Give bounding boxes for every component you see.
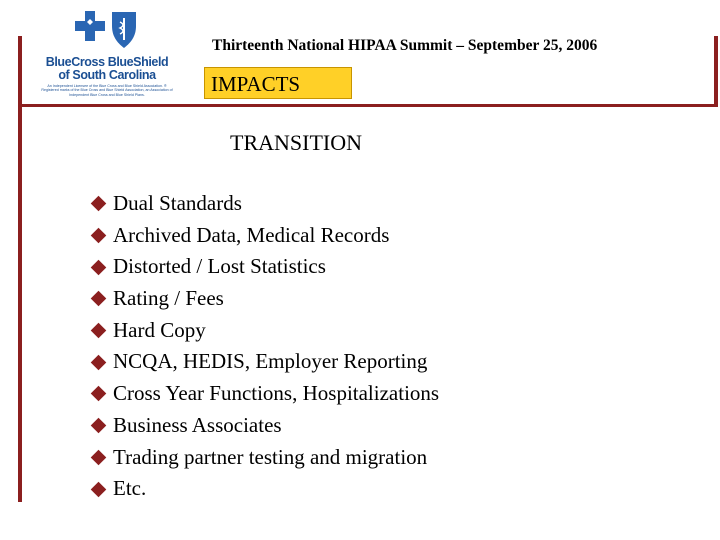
header-divider — [18, 104, 718, 107]
list-item — [90, 378, 439, 410]
list-item — [90, 251, 439, 283]
list-item-text: Hard Copy — [113, 317, 206, 342]
list-item — [90, 315, 439, 347]
list-item-text: Distorted / Lost Statistics — [113, 254, 326, 279]
list-item — [90, 283, 439, 315]
list-item — [90, 442, 439, 474]
list-item-text: Archived Data, Medical Records — [113, 222, 390, 247]
list-item-text: Etc. — [113, 476, 147, 501]
diamond-bullet-icon — [91, 228, 107, 244]
list-item — [90, 410, 439, 442]
list-item-text: Dual Standards — [113, 191, 242, 215]
list-item-text: Cross Year Functions, Hospitalizations — [113, 381, 440, 406]
page-title: Thirteenth National HIPAA Summit – September 25, 2006 — [212, 37, 598, 54]
section-heading: TRANSITION — [230, 130, 362, 155]
diamond-bullet-icon — [91, 323, 107, 339]
diamond-bullet-icon — [91, 386, 107, 402]
diamond-bullet-icon — [91, 196, 107, 212]
logo-fine-print: An Independent Licensee of the Blue Cross and Blue Shield Association. ® Registered marks of the Blue Cross and Blue Shield Association, an Association of Independent Blue Cross and Blue Shield Plans. — [41, 84, 173, 97]
diamond-bullet-icon — [91, 481, 107, 497]
logo-line-1: BlueCross BlueShield — [45, 55, 169, 69]
diamond-bullet-icon — [91, 450, 107, 466]
list-item-text: Trading partner testing and migration — [113, 444, 428, 469]
diamond-bullet-icon — [91, 355, 107, 371]
impacts-label: IMPACTS — [204, 67, 352, 99]
bcbs-logo — [40, 10, 174, 98]
diamond-bullet-icon — [91, 259, 107, 275]
list-item-text: Business Associates — [113, 412, 282, 437]
diamond-bullet-icon — [91, 291, 107, 307]
cross-shield-icon — [74, 10, 140, 54]
list-item — [90, 473, 439, 505]
right-vertical-rule — [714, 36, 718, 106]
bullet-list — [90, 188, 439, 505]
list-item-text: Rating / Fees — [113, 286, 224, 311]
diamond-bullet-icon — [91, 418, 107, 434]
list-item — [90, 220, 439, 252]
list-item-text: NCQA, HEDIS, Employer Reporting — [113, 349, 428, 374]
list-item — [90, 346, 439, 378]
logo-line-2: of South Carolina — [58, 68, 156, 82]
list-item — [90, 188, 439, 220]
